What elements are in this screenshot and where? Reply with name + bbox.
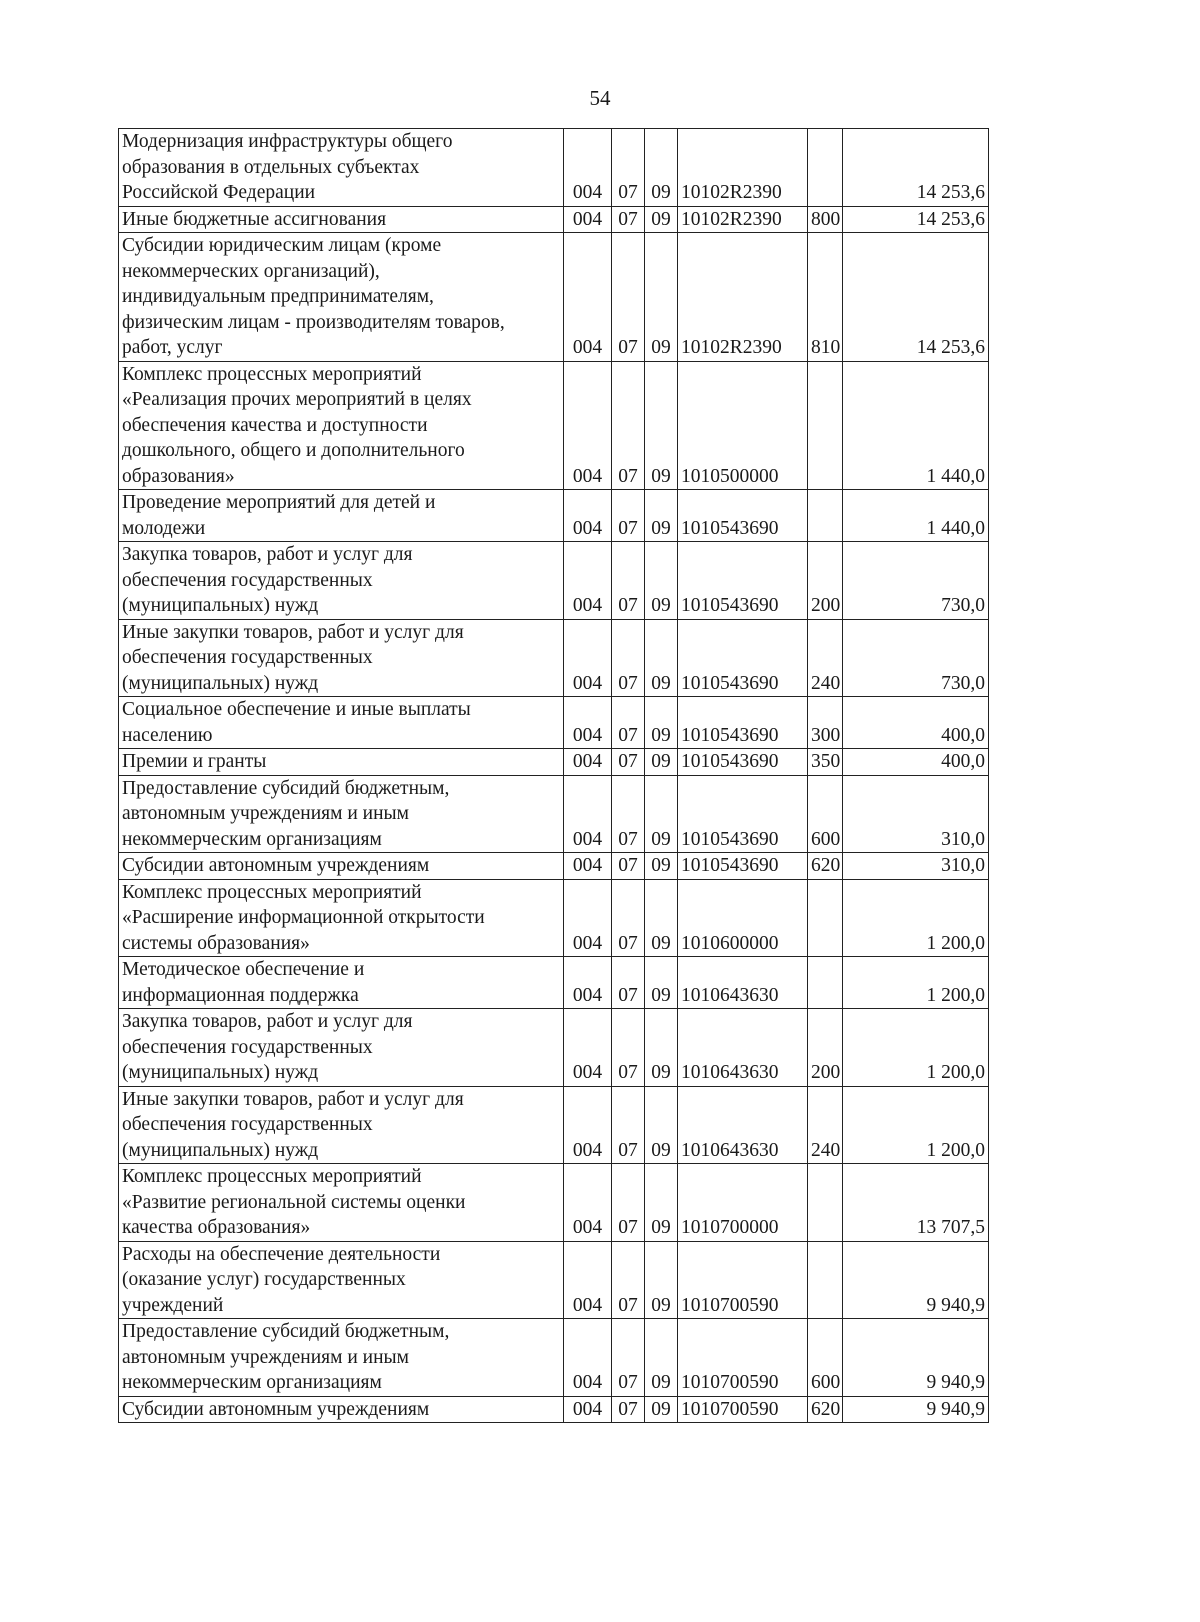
- section-code: 07: [612, 749, 645, 776]
- section-code: 07: [612, 233, 645, 362]
- grbs-code: 004: [564, 1396, 612, 1423]
- target-article-code: 1010700590: [678, 1241, 808, 1319]
- table-row: [119, 619, 989, 697]
- expense-name: Расходы на обеспечение деятельности (оказание услуг) государственных учреждений: [119, 1241, 564, 1319]
- expense-name: Методическое обеспечение и информационная поддержка: [119, 957, 564, 1009]
- amount: 14 253,6: [843, 233, 989, 362]
- grbs-code: 004: [564, 361, 612, 490]
- section-code: 07: [612, 775, 645, 853]
- expense-type-code: 200: [808, 542, 843, 620]
- expense-name: Иные закупки товаров, работ и услуг для обеспечения государственных (муниципальных) нужд: [119, 619, 564, 697]
- expense-name: Комплекс процессных мероприятий «Расширение информационной открытости системы образования»: [119, 879, 564, 957]
- target-article-code: 1010543690: [678, 853, 808, 880]
- grbs-code: 004: [564, 1241, 612, 1319]
- subsection-code: 09: [645, 1241, 678, 1319]
- subsection-code: 09: [645, 853, 678, 880]
- subsection-code: 09: [645, 1009, 678, 1087]
- target-article-code: 1010543690: [678, 619, 808, 697]
- expense-type-code: [808, 879, 843, 957]
- target-article-code: 1010543690: [678, 490, 808, 542]
- table-row: [119, 233, 989, 362]
- table-row: [119, 361, 989, 490]
- expense-name: Комплекс процессных мероприятий «Развитие региональной системы оценки качества образования»: [119, 1164, 564, 1242]
- amount: 730,0: [843, 542, 989, 620]
- subsection-code: 09: [645, 1086, 678, 1164]
- expense-type-code: [808, 490, 843, 542]
- subsection-code: 09: [645, 233, 678, 362]
- subsection-code: 09: [645, 1396, 678, 1423]
- expense-type-code: 350: [808, 749, 843, 776]
- target-article-code: 1010700590: [678, 1396, 808, 1423]
- amount: 9 940,9: [843, 1396, 989, 1423]
- target-article-code: 10102R2390: [678, 233, 808, 362]
- table-row: [119, 957, 989, 1009]
- grbs-code: 004: [564, 1164, 612, 1242]
- section-code: 07: [612, 490, 645, 542]
- expense-type-code: 810: [808, 233, 843, 362]
- expense-name: Субсидии юридическим лицам (кроме некоммерческих организаций), индивидуальным предпринимателям, физическим лицам - производителям товаров, работ, услуг: [119, 233, 564, 362]
- budget-table: [118, 128, 989, 1423]
- subsection-code: 09: [645, 206, 678, 233]
- table-row: [119, 206, 989, 233]
- expense-type-code: [808, 1241, 843, 1319]
- section-code: 07: [612, 1396, 645, 1423]
- amount: 9 940,9: [843, 1319, 989, 1397]
- table-row: [119, 1396, 989, 1423]
- expense-type-code: [808, 129, 843, 207]
- target-article-code: 1010543690: [678, 542, 808, 620]
- table-row: [119, 1319, 989, 1397]
- amount: 1 440,0: [843, 490, 989, 542]
- expense-type-code: 800: [808, 206, 843, 233]
- target-article-code: 1010543690: [678, 749, 808, 776]
- table-row: [119, 853, 989, 880]
- expense-name: Закупка товаров, работ и услуг для обеспечения государственных (муниципальных) нужд: [119, 1009, 564, 1087]
- target-article-code: 1010543690: [678, 697, 808, 749]
- amount: 730,0: [843, 619, 989, 697]
- subsection-code: 09: [645, 490, 678, 542]
- grbs-code: 004: [564, 542, 612, 620]
- table-row: [119, 1241, 989, 1319]
- amount: 310,0: [843, 775, 989, 853]
- section-code: 07: [612, 879, 645, 957]
- target-article-code: 1010643630: [678, 957, 808, 1009]
- section-code: 07: [612, 619, 645, 697]
- section-code: 07: [612, 129, 645, 207]
- amount: 1 440,0: [843, 361, 989, 490]
- section-code: 07: [612, 853, 645, 880]
- section-code: 07: [612, 957, 645, 1009]
- section-code: 07: [612, 1164, 645, 1242]
- amount: 400,0: [843, 749, 989, 776]
- expense-type-code: 200: [808, 1009, 843, 1087]
- amount: 1 200,0: [843, 1009, 989, 1087]
- expense-type-code: 240: [808, 1086, 843, 1164]
- table-row: [119, 879, 989, 957]
- table-row: [119, 1164, 989, 1242]
- expense-name: Предоставление субсидий бюджетным, автономным учреждениям и иным некоммерческим организациям: [119, 775, 564, 853]
- amount: 1 200,0: [843, 879, 989, 957]
- section-code: 07: [612, 361, 645, 490]
- target-article-code: 1010700000: [678, 1164, 808, 1242]
- section-code: 07: [612, 206, 645, 233]
- page-number: 54: [589, 86, 611, 110]
- subsection-code: 09: [645, 542, 678, 620]
- expense-name: Иные бюджетные ассигнования: [119, 206, 564, 233]
- amount: 400,0: [843, 697, 989, 749]
- table-row: [119, 697, 989, 749]
- subsection-code: 09: [645, 775, 678, 853]
- table-row: [119, 542, 989, 620]
- grbs-code: 004: [564, 775, 612, 853]
- target-article-code: 10102R2390: [678, 206, 808, 233]
- table-row: [119, 775, 989, 853]
- expense-name: Субсидии автономным учреждениям: [119, 853, 564, 880]
- amount: 1 200,0: [843, 957, 989, 1009]
- expense-type-code: [808, 1164, 843, 1242]
- grbs-code: 004: [564, 206, 612, 233]
- grbs-code: 004: [564, 697, 612, 749]
- expense-type-code: [808, 957, 843, 1009]
- section-code: 07: [612, 1009, 645, 1087]
- grbs-code: 004: [564, 1009, 612, 1087]
- amount: 9 940,9: [843, 1241, 989, 1319]
- grbs-code: 004: [564, 957, 612, 1009]
- section-code: 07: [612, 542, 645, 620]
- amount: 13 707,5: [843, 1164, 989, 1242]
- section-code: 07: [612, 1319, 645, 1397]
- subsection-code: 09: [645, 619, 678, 697]
- grbs-code: 004: [564, 129, 612, 207]
- expense-type-code: 620: [808, 853, 843, 880]
- table-row: [119, 129, 989, 207]
- expense-type-code: 600: [808, 1319, 843, 1397]
- expense-name: Проведение мероприятий для детей и молодежи: [119, 490, 564, 542]
- subsection-code: 09: [645, 749, 678, 776]
- expense-type-code: [808, 361, 843, 490]
- expense-name: Субсидии автономным учреждениям: [119, 1396, 564, 1423]
- amount: 1 200,0: [843, 1086, 989, 1164]
- amount: 310,0: [843, 853, 989, 880]
- subsection-code: 09: [645, 957, 678, 1009]
- grbs-code: 004: [564, 490, 612, 542]
- budget-table-body: [119, 129, 989, 1423]
- expense-type-code: 240: [808, 619, 843, 697]
- expense-type-code: 620: [808, 1396, 843, 1423]
- expense-name: Иные закупки товаров, работ и услуг для обеспечения государственных (муниципальных) нужд: [119, 1086, 564, 1164]
- subsection-code: 09: [645, 697, 678, 749]
- target-article-code: 1010500000: [678, 361, 808, 490]
- target-article-code: 10102R2390: [678, 129, 808, 207]
- amount: 14 253,6: [843, 206, 989, 233]
- subsection-code: 09: [645, 361, 678, 490]
- subsection-code: 09: [645, 1319, 678, 1397]
- expense-name: Социальное обеспечение и иные выплаты населению: [119, 697, 564, 749]
- expense-name: Модернизация инфраструктуры общего образования в отдельных субъектах Российской Федерации: [119, 129, 564, 207]
- target-article-code: 1010643630: [678, 1009, 808, 1087]
- grbs-code: 004: [564, 233, 612, 362]
- grbs-code: 004: [564, 879, 612, 957]
- table-row: [119, 1086, 989, 1164]
- target-article-code: 1010600000: [678, 879, 808, 957]
- expense-type-code: 300: [808, 697, 843, 749]
- grbs-code: 004: [564, 1086, 612, 1164]
- section-code: 07: [612, 697, 645, 749]
- expense-name: Комплекс процессных мероприятий «Реализация прочих мероприятий в целях обеспечения качества и доступности дошкольного, общего и дополнительного образования»: [119, 361, 564, 490]
- target-article-code: 1010643630: [678, 1086, 808, 1164]
- subsection-code: 09: [645, 879, 678, 957]
- grbs-code: 004: [564, 853, 612, 880]
- grbs-code: 004: [564, 749, 612, 776]
- table-row: [119, 490, 989, 542]
- grbs-code: 004: [564, 1319, 612, 1397]
- expense-type-code: 600: [808, 775, 843, 853]
- expense-name: Закупка товаров, работ и услуг для обеспечения государственных (муниципальных) нужд: [119, 542, 564, 620]
- table-row: [119, 749, 989, 776]
- amount: 14 253,6: [843, 129, 989, 207]
- expense-name: Предоставление субсидий бюджетным, автономным учреждениям и иным некоммерческим организациям: [119, 1319, 564, 1397]
- subsection-code: 09: [645, 129, 678, 207]
- table-row: [119, 1009, 989, 1087]
- section-code: 07: [612, 1241, 645, 1319]
- target-article-code: 1010700590: [678, 1319, 808, 1397]
- section-code: 07: [612, 1086, 645, 1164]
- target-article-code: 1010543690: [678, 775, 808, 853]
- expense-name: Премии и гранты: [119, 749, 564, 776]
- grbs-code: 004: [564, 619, 612, 697]
- subsection-code: 09: [645, 1164, 678, 1242]
